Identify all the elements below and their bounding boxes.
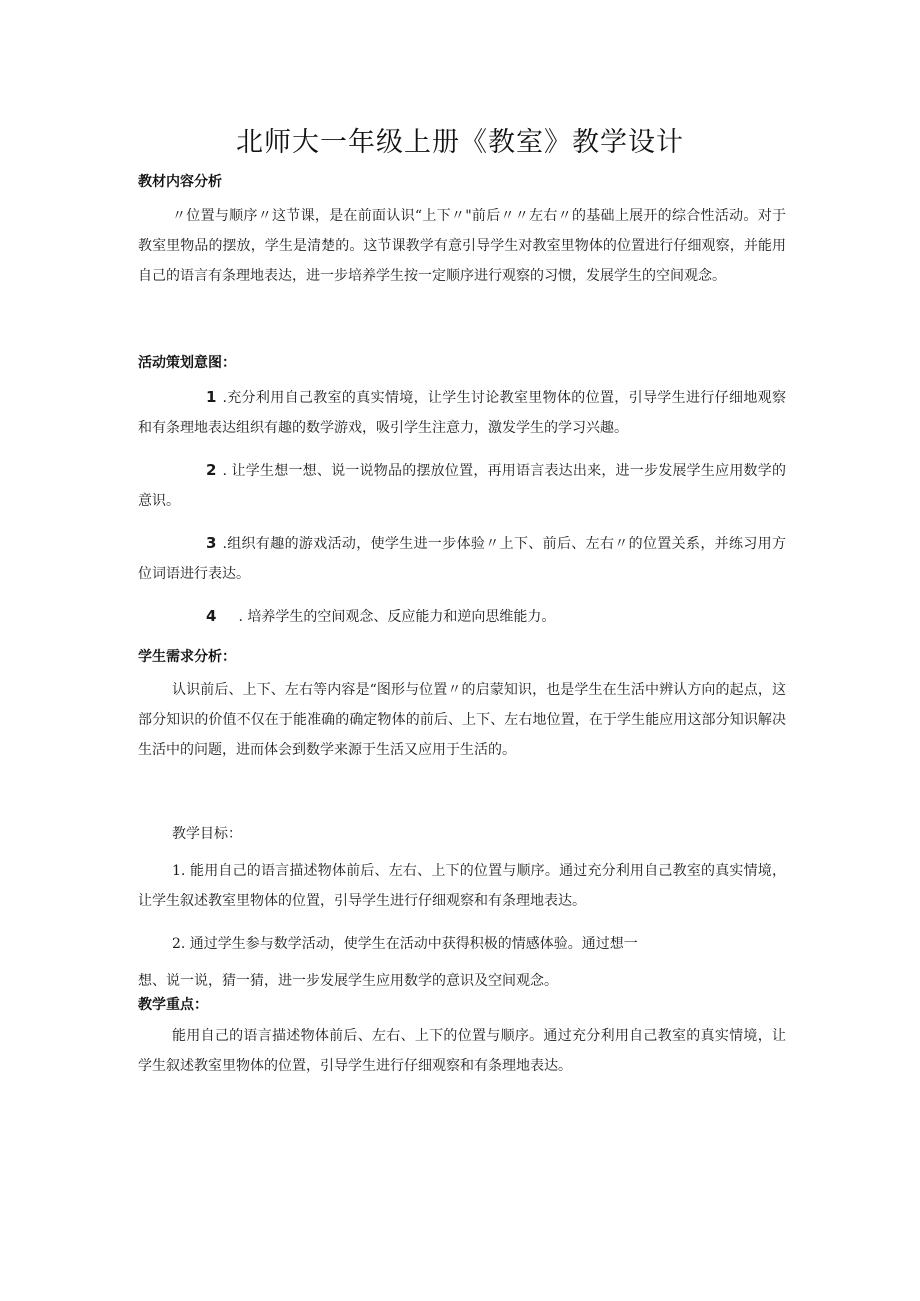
activity-item-3 xyxy=(138,528,786,589)
activity-item-number: 1 xyxy=(206,388,217,406)
teaching-goals-label: 教学目标： xyxy=(172,826,242,842)
paragraph-key-points: 能用自己的语言描述物体前后、左右、上下的位置与顺序。通过充分利用自己教室的真实情境，让学生叙述教室里物体的位置，引导学生进行仔细观察和有条理地表达。 xyxy=(138,1028,786,1074)
activity-item-text: . 让学生想一想、说一说物品的摆放位置，再用语言表达出来，进一步发展学生应用数学的意识。 xyxy=(138,463,786,509)
activity-item-4 xyxy=(138,601,786,632)
activity-item-number: 4 xyxy=(206,607,217,625)
paragraph-material-analysis: 〃位置与顺序〃这节课，是在前面认识“上下〃"前后〃〃左右〃的基础上展开的综合性活动。对于教室里物品的摆放，学生是清楚的。这节课教学有意引导学生对教室里物体的位置进行仔细观察，并能用自己的语言有条理地表达，进一步培养学生按一定顺序进行观察的习惯，发展学生的空间观念。 xyxy=(138,208,786,284)
activity-item-text: . 培养学生的空间观念、反应能力和逆向思维能力。 xyxy=(238,609,556,625)
activity-item-text: .充分利用自己教室的真实情境，让学生讨论教室里物体的位置，引导学生进行仔细地观察和有条理地表达组织有趣的数学游戏，吸引学生注意力，激发学生的学习兴趣。 xyxy=(138,390,786,436)
heading-activity-intent: 活动策划意图： xyxy=(138,355,236,371)
heading-key-points: 教学重点： xyxy=(138,997,208,1013)
activity-item-1 xyxy=(138,382,786,443)
heading-student-needs: 学生需求分析： xyxy=(138,649,236,665)
teaching-goal-1: 1. 能用自己的语言描述物体前后、左右、上下的位置与顺序。通过充分利用自己教室的真实情境，让学生叙述教室里物体的位置，引导学生进行仔细观察和有条理地表达。 xyxy=(138,863,786,909)
teaching-goal-2-line-2: 想、说一说，猜一猜，进一步发展学生应用数学的意识及空间观念。 xyxy=(138,973,558,989)
document-title: 北师大一年级上册《教室》教学设计 xyxy=(236,127,684,158)
activity-item-2 xyxy=(138,455,786,516)
heading-material-analysis: 教材内容分析 xyxy=(138,174,222,190)
activity-item-number: 2 xyxy=(206,461,217,479)
activity-item-number: 3 xyxy=(206,534,217,552)
teaching-goal-2-line-1: 2. 通过学生参与数学活动，使学生在活动中获得积极的情感体验。通过想一 xyxy=(172,936,638,952)
paragraph-student-needs: 认识前后、上下、左右等内容是“图形与位置〃的启蒙知识，也是学生在生活中辨认方向的起点，这部分知识的价值不仅在于能准确的确定物体的前后、上下、左右地位置，在于学生能应用这部分知识解决生活中的问题，进而体会到数学来源于生活又应用于生活的。 xyxy=(138,682,786,758)
activity-item-text: .组织有趣的游戏活动，使学生进一步体验〃上下、前后、左右〃的位置关系，并练习用方位词语进行表达。 xyxy=(138,536,786,582)
